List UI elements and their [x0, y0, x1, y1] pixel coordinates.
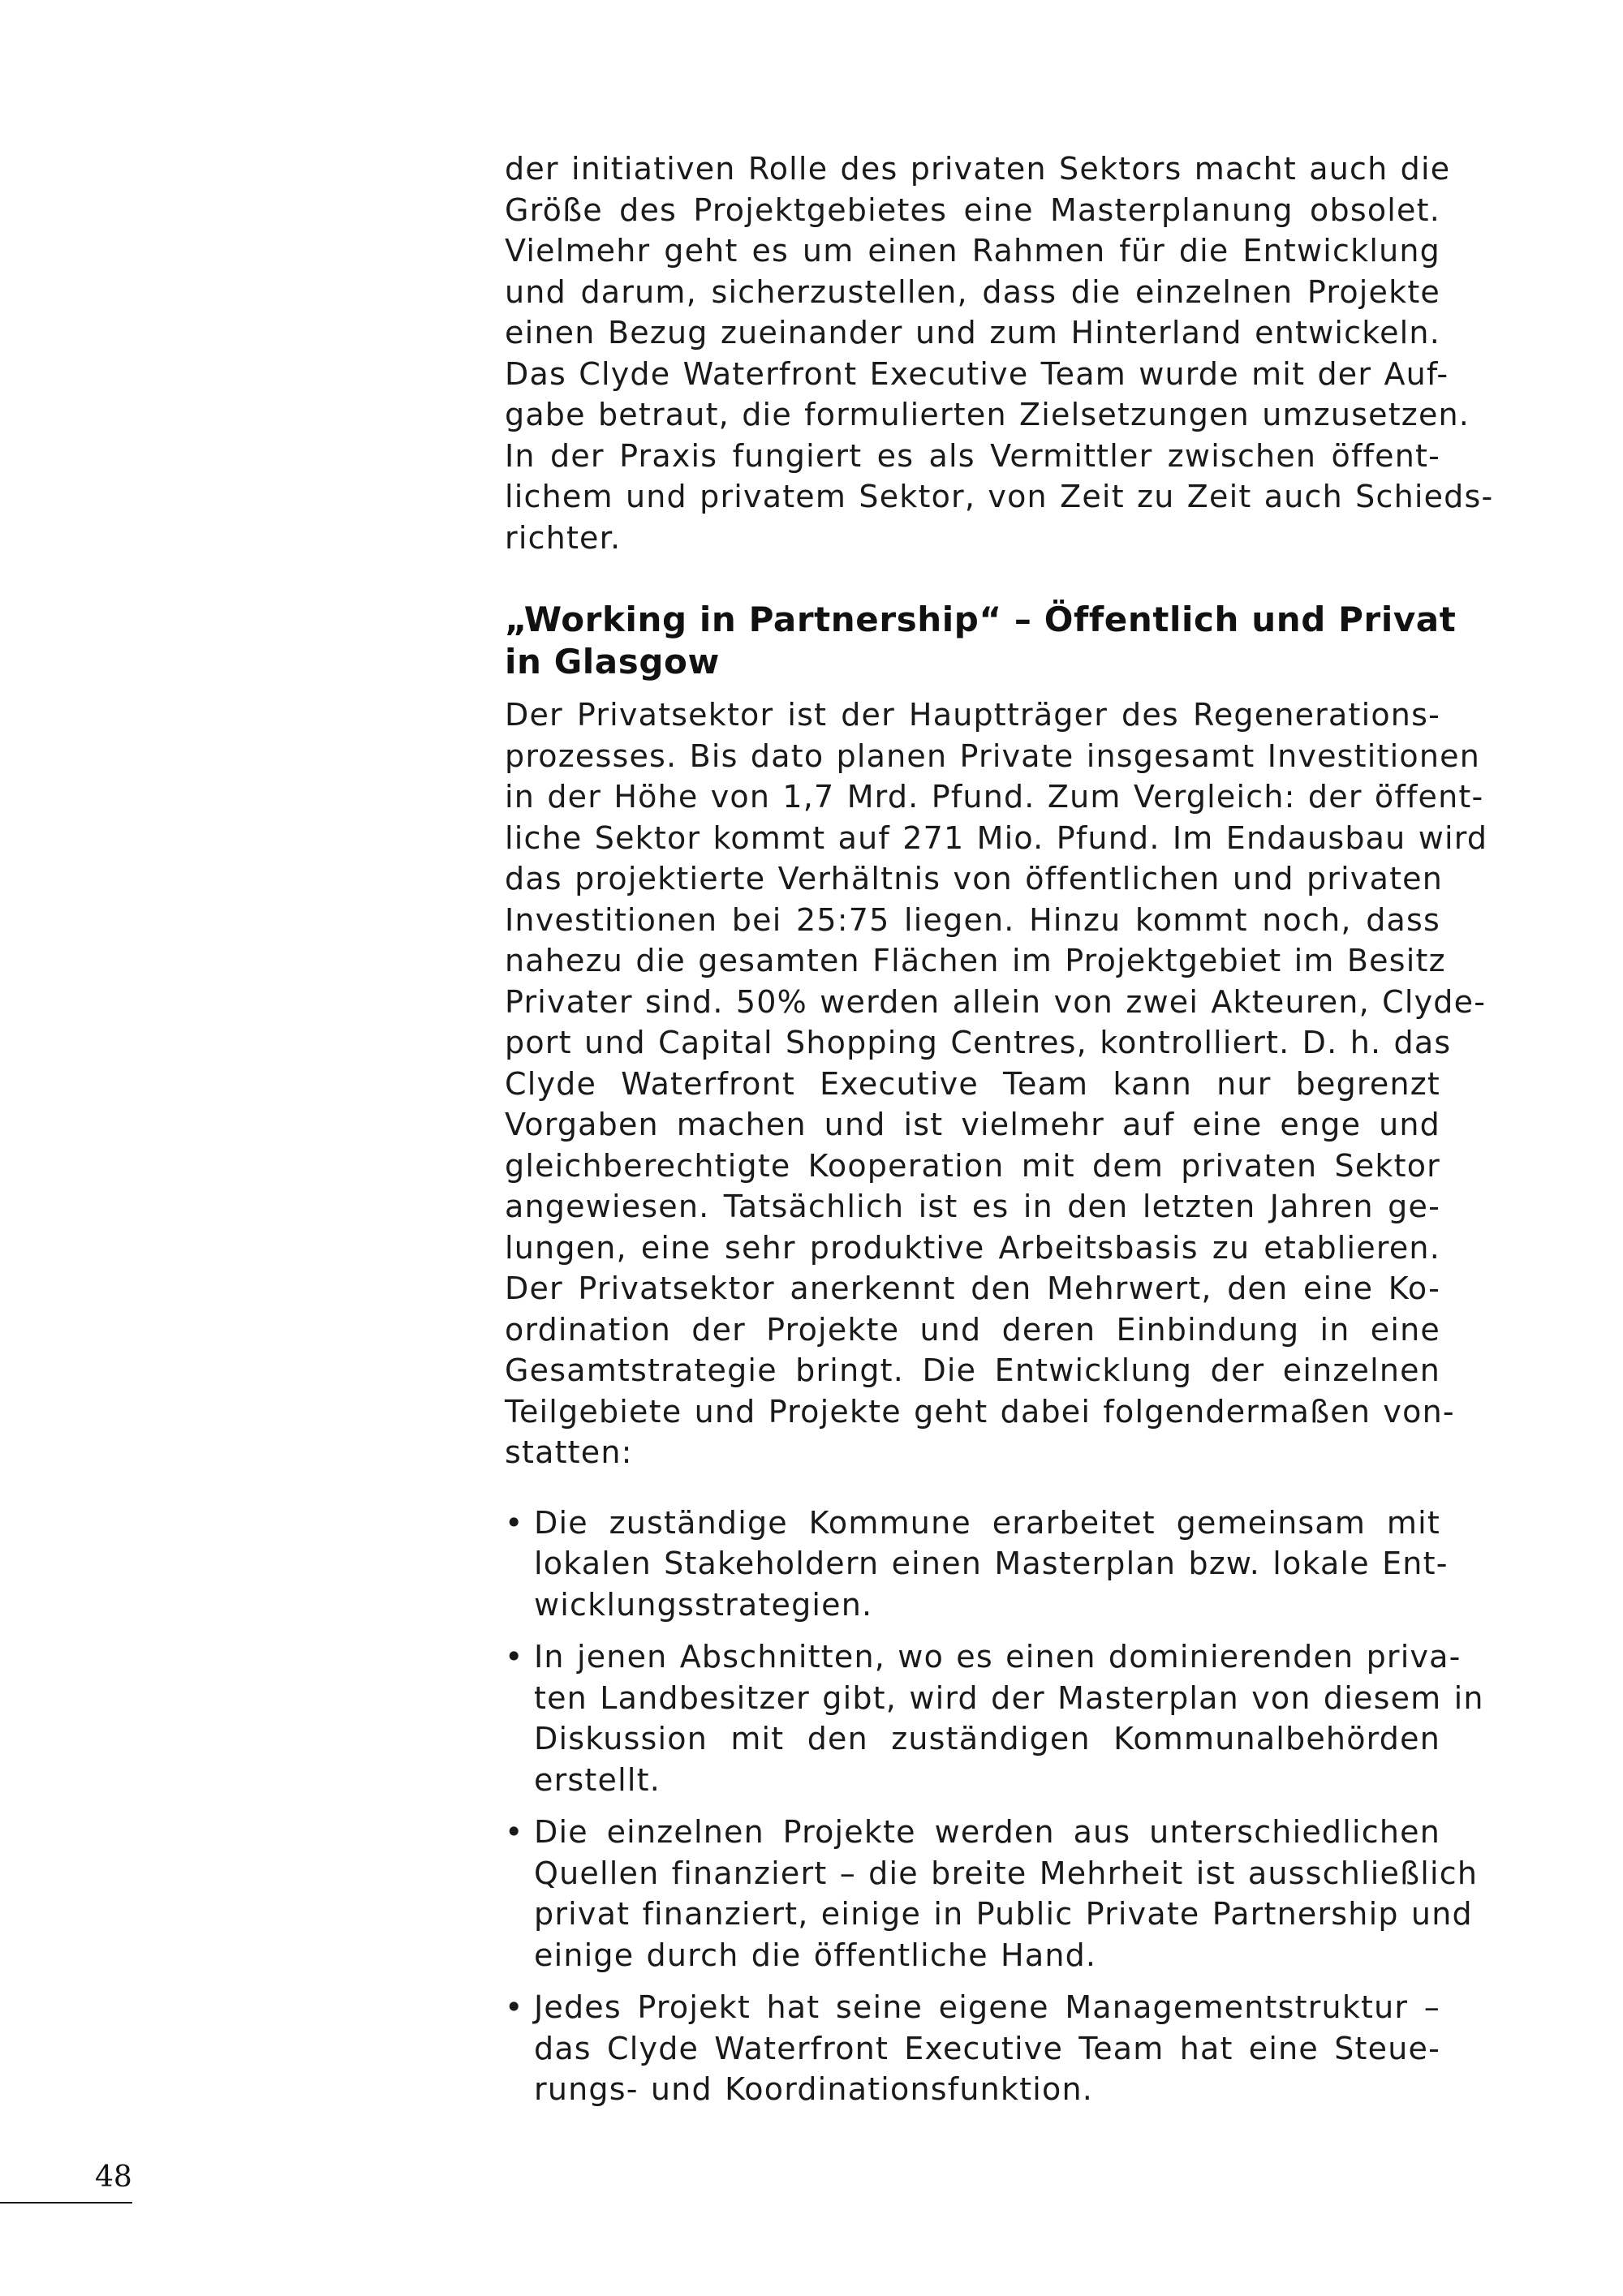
text-line: Die zuständige Kommune erarbeitet gemeinsam mit — [534, 1504, 1440, 1541]
text-line: port und Capital Shopping Centres, kontrolliert. D. h. das — [505, 1025, 1452, 1060]
section-body-paragraph — [505, 694, 1488, 1473]
text-line: angewiesen. Tatsächlich ist es in den letzten Jahren ge- — [505, 1189, 1440, 1224]
text-line: Der Privatsektor ist der Hauptträger des Regenerations- — [505, 697, 1440, 733]
text-line: ordination der Projekte und deren Einbindung in eine — [505, 1311, 1440, 1348]
text-line: richter. — [505, 519, 622, 556]
text-line: Vielmehr geht es um einen Rahmen für die Entwicklung — [505, 233, 1440, 269]
text-line: gabe betraut, die formulierten Zielsetzungen umzusetzen. — [505, 397, 1470, 432]
heading-line: „Working in Partnership“ – Öffentlich und Privat — [505, 600, 1457, 639]
list-item — [505, 1636, 1484, 1800]
section-heading — [505, 599, 1457, 683]
text-line: lungen, eine sehr produktive Arbeitsbasis zu etablieren. — [505, 1229, 1440, 1266]
text-line: privat finanziert, einige in Public Private Partnership und — [534, 1896, 1473, 1932]
text-line: Investitionen bei 25:75 liegen. Hinzu kommt noch, dass — [505, 901, 1440, 938]
text-line: einige durch die öffentliche Hand. — [534, 1937, 1097, 1973]
list-item — [505, 1503, 1449, 1626]
text-line: der initiativen Rolle des privaten Sektors macht auch die — [505, 151, 1451, 187]
text-line: Größe des Projektgebietes eine Masterplanung obsolet. — [505, 191, 1440, 228]
text-line: Vorgaben machen und ist vielmehr auf eine enge und — [505, 1107, 1440, 1142]
text-line: in der Höhe von 1,7 Mrd. Pfund. Zum Vergleich: der öffent- — [505, 779, 1484, 815]
text-line: Privater sind. 50% werden allein von zwei Akteuren, Clyde- — [505, 983, 1487, 1020]
text-line: Teilgebiete und Projekte geht dabei folgendermaßen von- — [505, 1393, 1455, 1430]
list-item — [505, 1812, 1479, 1976]
footer-rule — [0, 2202, 132, 2204]
text-line: Diskussion mit den zuständigen Kommunalbehörden — [534, 1721, 1440, 1756]
text-line: das Clyde Waterfront Executive Team hat eine Steue- — [534, 2030, 1440, 2066]
text-line: prozesses. Bis dato planen Private insgesamt Investitionen — [505, 737, 1480, 774]
list-item-text — [534, 1503, 1449, 1626]
text-line: Clyde Waterfront Executive Team kann nur begrenzt — [505, 1065, 1440, 1102]
text-line: gleichberechtigte Kooperation mit dem privaten Sektor — [505, 1147, 1440, 1184]
text-line: Das Clyde Waterfront Executive Team wurde mit der Auf- — [505, 355, 1449, 392]
text-line: Der Privatsektor anerkennt den Mehrwert, den eine Ko- — [505, 1271, 1440, 1306]
text-line: nahezu die gesamten Flächen im Projektgebiet im Besitz — [505, 943, 1446, 978]
text-line: statten: — [505, 1434, 633, 1470]
text-line: liche Sektor kommt auf 271 Mio. Pfund. Im Endausbau wird — [505, 819, 1488, 856]
intro-paragraph — [505, 148, 1494, 558]
text-line: das projektierte Verhältnis von öffentlichen und privaten — [505, 861, 1444, 896]
list-item-text — [534, 1812, 1479, 1976]
list-item-text — [534, 1987, 1440, 2110]
text-line: einen Bezug zueinander und zum Hinterland entwickeln. — [505, 315, 1440, 350]
text-line: In jenen Abschnitten, wo es einen dominierenden priva- — [534, 1639, 1462, 1675]
text-line: ten Landbesitzer gibt, wird der Masterplan von diesem in — [534, 1679, 1484, 1716]
bullet-icon: • — [505, 1814, 523, 1850]
page-number: 48 — [95, 2161, 132, 2194]
text-line: lokalen Stakeholdern einen Masterplan bzw. lokale Ent- — [534, 1546, 1449, 1581]
list-item — [505, 1987, 1440, 2110]
text-line: erstellt. — [534, 1761, 661, 1798]
bullet-list — [505, 1503, 1484, 2110]
list-item-text — [534, 1636, 1484, 1800]
text-column — [505, 148, 1494, 2122]
bullet-icon: • — [505, 1639, 523, 1675]
text-line: Die einzelnen Projekte werden aus unterschiedlichen — [534, 1814, 1440, 1850]
bullet-icon: • — [505, 1989, 523, 2025]
text-line: wicklungsstrategien. — [534, 1586, 873, 1623]
text-line: Quellen finanziert – die breite Mehrheit ist ausschließlich — [534, 1855, 1479, 1891]
text-line: Gesamtstrategie bringt. Die Entwicklung der einzelnen — [505, 1352, 1440, 1388]
heading-line: in Glasgow — [505, 642, 720, 681]
text-line: und darum, sicherzustellen, dass die einzelnen Projekte — [505, 273, 1440, 310]
text-line: Jedes Projekt hat seine eigene Managementstruktur – — [534, 1989, 1440, 2025]
text-line: rungs- und Koordinationsfunktion. — [534, 2071, 1094, 2107]
bullet-icon: • — [505, 1504, 523, 1541]
text-line: lichem und privatem Sektor, von Zeit zu Zeit auch Schieds- — [505, 479, 1494, 514]
text-line: In der Praxis fungiert es als Vermittler zwischen öffent- — [505, 437, 1440, 474]
